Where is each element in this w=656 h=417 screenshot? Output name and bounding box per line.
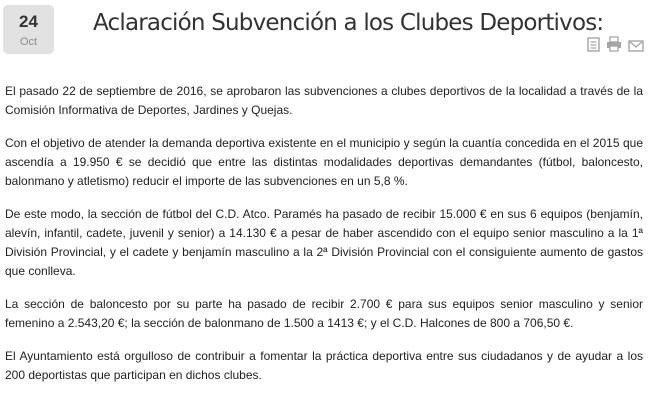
paragraph: Con el objetivo de atender la demanda deportiva existente en el municipio y según la cuantía concedida en el 2015 que ascendía a 19.950 € se decidió que entre las distintas modalidades deportivas demandantes (fútbol, baloncesto, balonmano y atletismo) reducir el importe de las subvenciones en un 5,8 %. <box>5 136 643 188</box>
date-badge <box>3 5 54 54</box>
paragraph: El pasado 22 de septiembre de 2016, se aprobaron las subvenciones a clubes deportivos de la localidad a través de la Comisión Informativa de Deportes, Jardines y Quejas. <box>5 84 643 117</box>
print-icon[interactable] <box>606 36 622 57</box>
post-month: Oct <box>19 36 38 48</box>
document-icon[interactable] <box>587 37 600 57</box>
post-day: 24 <box>19 12 38 31</box>
article-body <box>5 82 643 399</box>
article-tools <box>587 36 644 57</box>
post-title: Aclaración Subvención a los Clubes Deportivos: <box>93 10 604 36</box>
paragraph: El Ayuntamiento está orgulloso de contribuir a fomentar la práctica deportiva entre sus ciudadanos y de ayudar a los 200 deportistas que participan en dichos clubes. <box>5 349 643 382</box>
email-icon[interactable] <box>628 39 644 57</box>
paragraph: La sección de baloncesto por su parte ha pasado de recibir 2.700 € para sus equipos senior masculino y senior femenino a 2.543,20 €; la sección de balonmano de 1.500 a 1413 €; y el C.D. Halcones de 800 a 706,50 €. <box>5 297 643 330</box>
paragraph: De este modo, la sección de fútbol del C.D. Atco. Paramés ha pasado de recibir 15.000 € en sus 6 equipos (benjamín, alevín, infantil, cadete, juvenil y senior) a 14.130 € a pesar de haber ascendido con el equipo senior masculino a la 1ª División Provincial, y el cadete y benjamín masculino a la 2ª División Provincial con el consiguiente aumento de gastos que conlleva. <box>5 207 643 278</box>
